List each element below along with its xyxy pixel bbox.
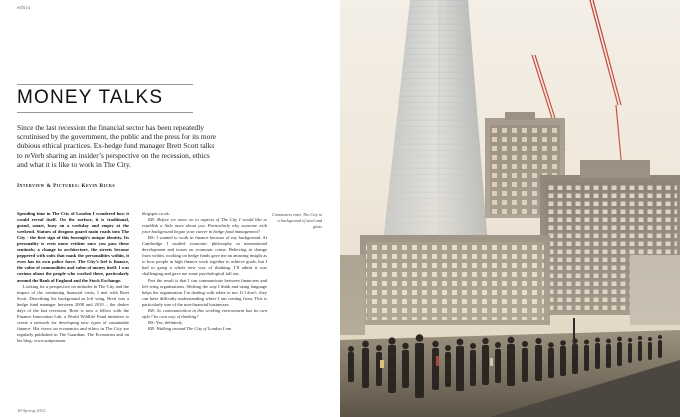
answer-paragraph: Part the result is that I can communicate between financiers and left-wing organisations. Shifting the way I think and using language helps the organisation I’m dealing with relate to me. If I don’t, they can have difficulty understanding where I am coming from. This is particularly true of the non-financial businesses.: [142, 277, 267, 307]
page-folio: 18 Spring 2012: [17, 408, 46, 413]
headline: MONEY TALKS: [17, 87, 164, 108]
body-column-2: [142, 211, 267, 332]
body-paragraph: blogspot.co.uk.: [142, 211, 170, 216]
question-paragraph: KR: So communication in this working environment has its own style? Its own way of thinking?: [142, 307, 267, 319]
question-paragraph: KR: Walking around The City of London I am: [148, 325, 232, 331]
section-tag: ethics: [17, 6, 31, 11]
city-commuters-image: [340, 0, 680, 417]
headline-rule-top: [17, 84, 193, 85]
body-column-1: [17, 211, 129, 344]
answer-paragraph: BS: I wanted to work in finance because of my background. At Cambridge I studied economic philosophy in international development and issues on economic crime. Believing in change from within, working on hedge funds gave me an amazing insight as to how people in high finance work together to achieve goals, but I had to grasp a whole new way of thinking. I’ll admit it was challenging and gave me some psychological fall out.: [142, 235, 267, 277]
city-photo: [340, 0, 680, 417]
standfirst: Since the last recession the financial sector has been repeatedly scrutinised by the government, the public and the press for its more dubious ethical practices. Ex-hedge fund manager Brett Scott talks to reVerb sharing an insider’s perspective on the recession, ethics and what it is like to work in The City.: [17, 123, 217, 169]
answer-paragraph: BS: Yes, definitely.: [148, 319, 183, 325]
headline-rule-bottom: [17, 112, 193, 113]
photo-caption: Commuters enter The City to a background of steel and glass: [272, 212, 322, 229]
body-paragraph: Looking for a perspective on attitudes in The City and the impact of the continuing financial crisis, I met with Brett Scott. Describing his background as left wing, Brett was a hedge fund manager between 2008 and 2010 – the darker days of the last recession. Brett is now a fellow with the Finance Innovation Lab, a World Wildlife Fund initiative to create a network for developing new types of sustainable finance. His views on economics and ethics in The City are regularly published in The Guardian, The Economist and on his blog: www.suitpossum.: [17, 283, 129, 343]
byline: Interview & Pictures: Kevin Ricks: [17, 183, 116, 189]
question-paragraph: KR: Before we move on to aspects of The City I would like to establish a little more about you. Particularly why someone with your background began your career in hedge fund management?: [142, 217, 267, 235]
lead-paragraph: Spending time in The City of London I wondered how it would reveal itself. On the surface, it is traditional, grand, smart, busy on a weekday and empty at the weekend. Statues of dragons guard main roads into The City - the first sign of this borough’s unique identity. Its personality is even more evident once you pass these sentinels; a change in architecture, the streets become peppered with suits that mask the personalities within, it even has its own police force. The City’s feel is finance, the value of commodities and value of money itself. I was curious about the people who worked there, particularly around the Bank of England and the Stock Exchange.: [17, 211, 129, 283]
